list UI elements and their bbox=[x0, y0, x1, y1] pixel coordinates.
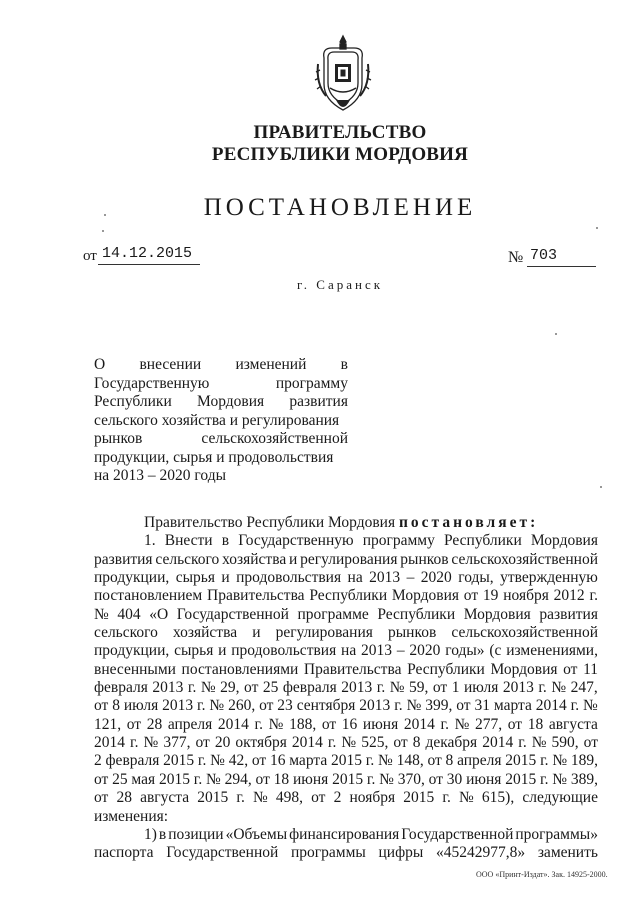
body-word: Мордовия bbox=[391, 587, 459, 605]
subject-block bbox=[94, 356, 348, 486]
scan-speck bbox=[600, 486, 602, 488]
body-word: 2014 bbox=[482, 734, 514, 752]
body-word: цифры bbox=[378, 844, 424, 862]
body-word: 2015 bbox=[163, 752, 195, 770]
body-word: от bbox=[251, 752, 267, 770]
body-word: 16 bbox=[341, 715, 358, 733]
body-word: июня bbox=[292, 770, 329, 788]
body-word: от bbox=[393, 734, 408, 752]
body-word: февраля bbox=[94, 679, 148, 697]
body-word: в bbox=[221, 532, 230, 550]
body-word: сырья bbox=[174, 642, 214, 660]
body-word: 25 bbox=[112, 770, 128, 788]
body-word: от bbox=[259, 697, 274, 715]
body-word: 2013 bbox=[502, 679, 534, 697]
body-word: 25 bbox=[262, 679, 279, 697]
subject-line: сельского хозяйства и регулирования bbox=[94, 411, 340, 429]
body-word: от bbox=[244, 679, 259, 697]
body-word: 525, bbox=[361, 734, 389, 752]
body-word: от bbox=[583, 734, 598, 752]
body-word: на bbox=[341, 642, 357, 660]
subject-line: на 2013 – 2020 годы bbox=[94, 467, 226, 484]
body-word: г. bbox=[366, 770, 376, 788]
body-word: 2013 bbox=[341, 679, 373, 697]
body-word: апреля bbox=[167, 715, 213, 733]
body-word: 277, bbox=[475, 715, 503, 733]
body-word: 2015 bbox=[332, 770, 364, 788]
number-sign: № bbox=[508, 249, 524, 266]
body-word: февраля bbox=[282, 679, 337, 697]
body-word: 260, bbox=[228, 697, 256, 715]
body-word: г. bbox=[365, 752, 375, 770]
body-word: «45242977,8» bbox=[436, 844, 526, 862]
body-word: № bbox=[551, 679, 567, 697]
body-word: № bbox=[378, 752, 393, 770]
body-word: продовольствия bbox=[231, 642, 337, 660]
body-word: г. bbox=[197, 697, 206, 715]
body-word: и bbox=[221, 569, 230, 587]
body-word: марта bbox=[289, 752, 328, 770]
body-word: г. bbox=[394, 697, 403, 715]
scan-speck bbox=[102, 230, 104, 232]
body-word: г. bbox=[539, 770, 549, 788]
body-word: ноября bbox=[349, 789, 396, 807]
body-word: заменить bbox=[537, 844, 598, 862]
body-word: октября bbox=[235, 734, 287, 752]
body-word: Правительства bbox=[207, 587, 305, 605]
body-line bbox=[94, 771, 598, 789]
body-line bbox=[94, 716, 598, 734]
body-word: № bbox=[389, 679, 405, 697]
body-word: 31 bbox=[474, 697, 490, 715]
body-word: № bbox=[210, 752, 225, 770]
body-word: сельскохозяйственной bbox=[451, 624, 598, 642]
body-word: регулирования bbox=[300, 550, 398, 568]
body-word: № bbox=[143, 734, 159, 752]
body-word: апреля bbox=[457, 752, 502, 770]
body-line: изменения: bbox=[94, 807, 169, 825]
body-word: 28 bbox=[116, 789, 132, 807]
body-line bbox=[94, 532, 598, 550]
subject-line: Государственную программу bbox=[94, 374, 348, 392]
body-word: от bbox=[427, 752, 442, 770]
body-word: 2014 bbox=[217, 715, 249, 733]
body-word: от bbox=[432, 679, 448, 697]
body-word: № bbox=[200, 679, 216, 697]
body-word: от bbox=[255, 770, 270, 788]
body-word: № bbox=[458, 789, 474, 807]
subject-line: О внесении изменений в bbox=[94, 356, 348, 373]
body-word: рынков bbox=[400, 550, 449, 568]
body-word: № bbox=[252, 789, 268, 807]
body-word: от bbox=[311, 789, 326, 807]
body-word: 8 bbox=[445, 752, 454, 770]
body-word: 8 bbox=[412, 734, 421, 752]
body-word: декабря bbox=[425, 734, 478, 752]
body-word: 2015 bbox=[330, 752, 362, 770]
body-word: от bbox=[428, 770, 443, 788]
body-line bbox=[94, 587, 598, 605]
body-word: июля bbox=[123, 697, 159, 715]
body-word: от bbox=[195, 734, 210, 752]
body-word: годы» bbox=[445, 642, 485, 660]
body-word: 2014 bbox=[94, 734, 125, 752]
body-word: хозяйства bbox=[172, 624, 238, 642]
body-word: – bbox=[396, 642, 405, 660]
body-word: г. bbox=[440, 715, 449, 733]
body-word: февраля bbox=[105, 752, 160, 770]
city-name: г. Саранск bbox=[296, 277, 384, 292]
body-word: 590, bbox=[551, 734, 579, 752]
date-prefix: от bbox=[83, 248, 97, 264]
body-line bbox=[94, 752, 598, 770]
body-word: г. bbox=[540, 752, 549, 770]
body-word: 2 bbox=[94, 752, 102, 770]
subject-line: Республики Мордовия развития bbox=[94, 393, 348, 410]
body-word: и bbox=[252, 624, 261, 642]
body-word: 18 bbox=[273, 770, 290, 788]
body-word: от bbox=[94, 697, 109, 715]
body-word: 148, bbox=[396, 752, 424, 770]
body-word: регулирования bbox=[275, 624, 373, 642]
body-word: № bbox=[206, 770, 221, 788]
body-word: (с bbox=[489, 642, 502, 660]
body-line bbox=[94, 826, 598, 844]
body-word: 2015 bbox=[403, 789, 435, 807]
body-line bbox=[94, 679, 598, 697]
body-word: № bbox=[552, 770, 568, 788]
body-word: 42, bbox=[228, 752, 249, 770]
body-word: 2015 bbox=[505, 770, 537, 788]
body-line bbox=[94, 642, 598, 660]
subject-line: рынков сельскохозяйственной bbox=[94, 430, 348, 447]
body-word: Государственной bbox=[166, 844, 279, 862]
body-word: Мордовия bbox=[463, 605, 531, 623]
body-word: г. bbox=[187, 679, 197, 697]
body-word: хозяйства bbox=[222, 550, 287, 568]
body-word: № bbox=[379, 770, 394, 788]
body-word: Государственной bbox=[401, 825, 514, 843]
body-word: 294, bbox=[224, 770, 252, 788]
body-line bbox=[94, 697, 598, 715]
body-word: годы, bbox=[458, 569, 494, 587]
body-word: сельского bbox=[94, 624, 158, 642]
government-title-line1: ПРАВИТЕЛЬСТВО bbox=[253, 122, 427, 143]
body-line bbox=[94, 844, 598, 862]
body-word: июня bbox=[362, 715, 399, 733]
body-word: Республики bbox=[443, 532, 522, 550]
body-word: 189, bbox=[570, 752, 598, 770]
body-word: постановлениями bbox=[181, 660, 299, 678]
body-word: 498, bbox=[275, 789, 304, 807]
body-lines bbox=[94, 532, 598, 862]
body-word: 2020 bbox=[420, 569, 452, 587]
body-word: программы bbox=[290, 844, 366, 862]
body-word: 2013 bbox=[369, 569, 401, 587]
body-word: продовольствия bbox=[236, 569, 342, 587]
body-word: г. bbox=[327, 734, 337, 752]
body-word: 1. bbox=[144, 532, 156, 550]
body-word: 2014 bbox=[403, 715, 435, 733]
body-word: 29, bbox=[220, 679, 240, 697]
body-word: программу bbox=[362, 532, 435, 550]
coat-of-arms-emblem bbox=[314, 34, 372, 116]
body-word: 8 bbox=[112, 697, 120, 715]
body-word: г. bbox=[376, 679, 386, 697]
body-word: 30 bbox=[446, 770, 463, 788]
body-word: на bbox=[347, 569, 363, 587]
printer-imprint: ООО «Принт-Издат». Зак. 14925-2000. bbox=[476, 870, 608, 879]
body-word: 2014 bbox=[535, 697, 567, 715]
body-word: изменениями, bbox=[506, 642, 598, 660]
body-word: 2015 bbox=[197, 789, 229, 807]
body-word: Республики bbox=[407, 660, 485, 678]
body-word: г. bbox=[254, 715, 264, 733]
body-word: августа bbox=[548, 715, 598, 733]
body-word: г. bbox=[197, 752, 207, 770]
body-word: сельского bbox=[155, 550, 220, 568]
body-word: сырья bbox=[175, 569, 215, 587]
document-number: 703 bbox=[527, 246, 596, 267]
body-word: 20 bbox=[214, 734, 231, 752]
body-word: № bbox=[268, 715, 284, 733]
body-word: июля bbox=[463, 679, 499, 697]
body-word: продукции, bbox=[94, 642, 170, 660]
body-word: от bbox=[563, 660, 578, 678]
body-line bbox=[94, 551, 598, 569]
body-word: Государственной bbox=[176, 605, 289, 623]
body-word: программы» bbox=[515, 825, 598, 843]
body-word: и bbox=[289, 550, 298, 568]
body-word: № bbox=[341, 734, 357, 752]
scan-speck bbox=[596, 227, 598, 229]
body-word: от bbox=[456, 697, 471, 715]
body-word: марта bbox=[493, 697, 532, 715]
body-word: Государственную bbox=[238, 532, 354, 550]
body-word: 59, bbox=[409, 679, 429, 697]
body-word: 16 bbox=[269, 752, 286, 770]
body-word: ноября bbox=[503, 587, 549, 605]
body-word: 28 bbox=[146, 715, 163, 733]
body-word: мая bbox=[131, 770, 156, 788]
body-word: № bbox=[531, 734, 547, 752]
body-word: 399, bbox=[425, 697, 453, 715]
scan-speck bbox=[555, 333, 557, 335]
body-word: № bbox=[209, 697, 225, 715]
government-title-line2: РЕСПУБЛИКИ МОРДОВИЯ bbox=[211, 144, 469, 165]
decree-word: постановляет: bbox=[398, 514, 539, 531]
body-word: г. bbox=[570, 697, 580, 715]
body-line bbox=[94, 624, 598, 642]
body-word: 1 bbox=[451, 679, 460, 697]
body-word: г. bbox=[538, 679, 547, 697]
body-word: рынков bbox=[388, 624, 437, 642]
body-word: 377, bbox=[163, 734, 191, 752]
body-word: сельскохозяйственной bbox=[451, 550, 598, 568]
body-word: 188, bbox=[289, 715, 317, 733]
body-word: 2014 bbox=[291, 734, 323, 752]
body-word: № bbox=[454, 715, 470, 733]
body-word: г. bbox=[442, 789, 451, 807]
scan-speck bbox=[104, 214, 106, 216]
body-word: Мордовия bbox=[530, 532, 598, 550]
document-body bbox=[94, 514, 598, 863]
body-line bbox=[94, 606, 598, 624]
body-word: 2015 bbox=[505, 752, 537, 770]
body-word: и bbox=[218, 642, 227, 660]
body-word: от bbox=[463, 587, 479, 605]
body-line bbox=[94, 734, 598, 752]
body-word: утвержденную bbox=[500, 569, 598, 587]
document-date: 14.12.2015 bbox=[98, 244, 200, 265]
body-word: в bbox=[158, 825, 167, 843]
body-word: от bbox=[507, 715, 523, 733]
preamble-line: Правительство Республики Мордовия постановляет: bbox=[144, 514, 539, 531]
body-word: сентября bbox=[296, 697, 356, 715]
body-word: внесенными bbox=[94, 660, 176, 678]
body-line bbox=[94, 661, 598, 679]
body-word: финансирования bbox=[289, 825, 400, 843]
body-word: 11 bbox=[583, 660, 598, 678]
body-word: от bbox=[321, 715, 337, 733]
body-word: 19 bbox=[482, 587, 499, 605]
body-word: 2013 bbox=[361, 642, 393, 660]
body-word: 370, bbox=[397, 770, 425, 788]
body-word: 247, bbox=[570, 679, 598, 697]
body-word: № bbox=[583, 697, 598, 715]
body-word: 2020 bbox=[409, 642, 441, 660]
body-word: паспорта bbox=[94, 844, 154, 862]
body-word: Внести bbox=[164, 532, 213, 550]
body-word: от bbox=[126, 715, 142, 733]
body-word: от bbox=[94, 789, 109, 807]
body-word: 404 bbox=[117, 605, 141, 623]
body-word: 2012 bbox=[553, 587, 585, 605]
body-word: 2013 bbox=[162, 697, 194, 715]
body-word: продукции, bbox=[94, 569, 170, 587]
body-word: Республики bbox=[309, 587, 388, 605]
body-line bbox=[94, 789, 598, 807]
body-word: развития bbox=[539, 605, 598, 623]
body-word: г. bbox=[130, 734, 139, 752]
body-word: 389, bbox=[570, 770, 598, 788]
body-word: № bbox=[94, 605, 109, 623]
body-word: г. bbox=[518, 734, 527, 752]
body-word: «Объемы bbox=[225, 825, 288, 843]
body-word: 2 bbox=[333, 789, 342, 807]
body-word: 2013 bbox=[359, 697, 391, 715]
body-word: г. bbox=[589, 587, 598, 605]
body-word: Республики bbox=[377, 605, 456, 623]
body-word: 121, bbox=[94, 715, 122, 733]
body-word: № bbox=[406, 697, 422, 715]
body-word: 23 bbox=[277, 697, 293, 715]
body-word: 2013 bbox=[152, 679, 184, 697]
body-word: 615), bbox=[481, 789, 515, 807]
body-word: № bbox=[552, 752, 568, 770]
body-word: июня bbox=[466, 770, 502, 788]
body-word: 1) bbox=[144, 825, 157, 843]
body-line bbox=[94, 569, 598, 587]
body-word: августа bbox=[140, 789, 190, 807]
body-word: позиции bbox=[168, 825, 224, 843]
body-word: 2015 bbox=[158, 770, 190, 788]
document-type-title: ПОСТАНОВЛЕНИЕ bbox=[203, 194, 477, 221]
body-word: от bbox=[94, 770, 109, 788]
body-word: Мордовия bbox=[490, 660, 558, 678]
body-word: г. bbox=[236, 789, 245, 807]
body-word: 18 bbox=[527, 715, 544, 733]
body-word: «О bbox=[149, 605, 169, 623]
body-word: следующие bbox=[522, 789, 598, 807]
body-word: г. bbox=[193, 770, 203, 788]
subject-line: продукции, сырья и продовольствия bbox=[94, 448, 334, 466]
body-word: – bbox=[406, 569, 415, 587]
body-word: развития bbox=[94, 550, 153, 568]
body-word: программе bbox=[297, 605, 369, 623]
body-word: постановлением bbox=[94, 587, 203, 605]
body-word: Правительства bbox=[303, 660, 402, 678]
